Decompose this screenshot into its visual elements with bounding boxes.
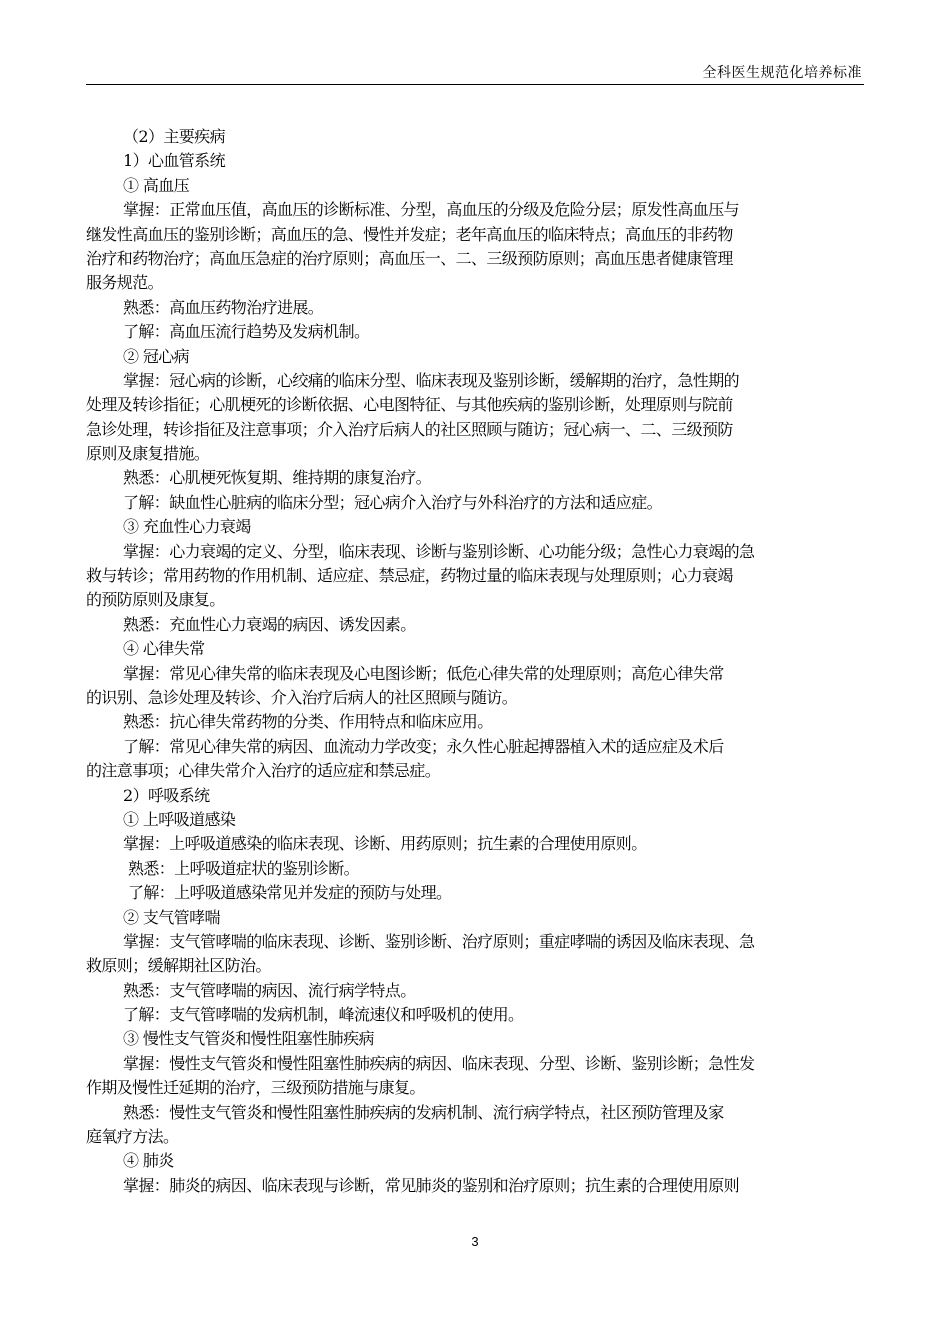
- text-line: 救原则；缓解期社区防治。: [86, 956, 271, 976]
- text-line: 掌握：冠心病的诊断，心绞痛的临床分型、临床表现及鉴别诊断，缓解期的治疗，急性期的: [123, 370, 740, 390]
- text-line: 熟悉：高血压药物治疗进展。: [123, 297, 324, 317]
- text-line: 掌握：正常血压值，高血压的诊断标准、分型，高血压的分级及危险分层；原发性高血压与: [123, 200, 740, 220]
- subsection-heading: 2）呼吸系统: [123, 785, 210, 805]
- text-line: 熟悉：充血性心力衰竭的病因、诱发因素。: [123, 614, 416, 634]
- text-line: 掌握：心力衰竭的定义、分型，临床表现、诊断与鉴别诊断、心功能分级；急性心力衰竭的急: [123, 541, 755, 561]
- disease-heading: ① 高血压: [123, 175, 190, 195]
- text-line: 了解：上呼吸道感染常见并发症的预防与处理。: [128, 883, 452, 903]
- text-line: 熟悉：心肌梗死恢复期、维持期的康复治疗。: [123, 468, 432, 488]
- header-title: 全科医生规范化培养标准: [702, 65, 862, 81]
- disease-heading: ④ 心律失常: [123, 639, 205, 659]
- text-line: 治疗和药物治疗；高血压急症的治疗原则；高血压一、二、三级预防原则；高血压患者健康管理: [86, 248, 733, 268]
- subsection-heading: 1）心血管系统: [123, 151, 225, 171]
- text-line: 了解：高血压流行趋势及发病机制。: [123, 322, 370, 342]
- text-line: 熟悉：支气管哮喘的病因、流行病学特点。: [123, 980, 416, 1000]
- text-line: 掌握：慢性支气管炎和慢性阻塞性肺疾病的病因、临床表现、分型、诊断、鉴别诊断；急性发: [123, 1053, 755, 1073]
- text-line: 了解：支气管哮喘的发病机制，峰流速仪和呼吸机的使用。: [123, 1005, 524, 1025]
- disease-heading: ④ 肺炎: [123, 1151, 174, 1171]
- disease-heading: ③ 慢性支气管炎和慢性阻塞性肺疾病: [123, 1029, 374, 1049]
- text-line: 了解：缺血性心脏病的临床分型；冠心病介入治疗与外科治疗的方法和适应症。: [123, 492, 663, 512]
- text-line: 救与转诊；常用药物的作用机制、适应症、禁忌症，药物过量的临床表现与处理原则；心力衰竭: [86, 566, 733, 586]
- text-line: 熟悉：慢性支气管炎和慢性阻塞性肺疾病的发病机制、流行病学特点，社区预防管理及家: [123, 1102, 724, 1122]
- text-line: 急诊处理，转诊指征及注意事项；介入治疗后病人的社区照顾与随访；冠心病一、二、三级预防: [86, 419, 733, 439]
- text-line: 作期及慢性迁延期的治疗，三级预防措施与康复。: [86, 1078, 425, 1098]
- text-line: 掌握：肺炎的病因、临床表现与诊断，常见肺炎的鉴别和治疗原则；抗生素的合理使用原则: [123, 1175, 740, 1195]
- disease-heading: ② 冠心病: [123, 346, 190, 366]
- text-line: 原则及康复措施。: [86, 444, 210, 464]
- text-line: 了解：常见心律失常的病因、血流动力学改变；永久性心脏起搏器植入术的适应症及术后: [123, 736, 724, 756]
- text-line: 掌握：常见心律失常的临床表现及心电图诊断；低危心律失常的处理原则；高危心律失常: [123, 663, 724, 683]
- text-line: 服务规范。: [86, 273, 164, 293]
- text-line: 继发性高血压的鉴别诊断；高血压的急、慢性并发症；老年高血压的临床特点；高血压的非药物: [86, 224, 733, 244]
- text-line: 庭氧疗方法。: [86, 1127, 179, 1147]
- text-line: 掌握：支气管哮喘的临床表现、诊断、鉴别诊断、治疗原则；重症哮喘的诱因及临床表现、急: [123, 931, 755, 951]
- document-body: [86, 125, 864, 1198]
- page-number: 3: [471, 1234, 479, 1249]
- text-line: 的识别、急诊处理及转诊、介入治疗后病人的社区照顾与随访。: [86, 687, 518, 707]
- text-line: 的预防原则及康复。: [86, 590, 225, 610]
- text-line: 掌握：上呼吸道感染的临床表现、诊断、用药原则；抗生素的合理使用原则。: [123, 834, 647, 854]
- section-heading: （2）主要疾病: [123, 127, 225, 146]
- text-line: 处理及转诊指征；心肌梗死的诊断依据、心电图特征、与其他疾病的鉴别诊断，处理原则与院前: [86, 395, 733, 415]
- disease-heading: ② 支气管哮喘: [123, 907, 220, 927]
- disease-heading: ① 上呼吸道感染: [123, 809, 236, 829]
- page-header: [86, 60, 864, 85]
- text-line: 熟悉：上呼吸道症状的鉴别诊断。: [128, 858, 360, 878]
- disease-heading: ③ 充血性心力衰竭: [123, 517, 251, 537]
- text-line: 熟悉：抗心律失常药物的分类、作用特点和临床应用。: [123, 712, 493, 732]
- text-line: 的注意事项；心律失常介入治疗的适应症和禁忌症。: [86, 761, 441, 781]
